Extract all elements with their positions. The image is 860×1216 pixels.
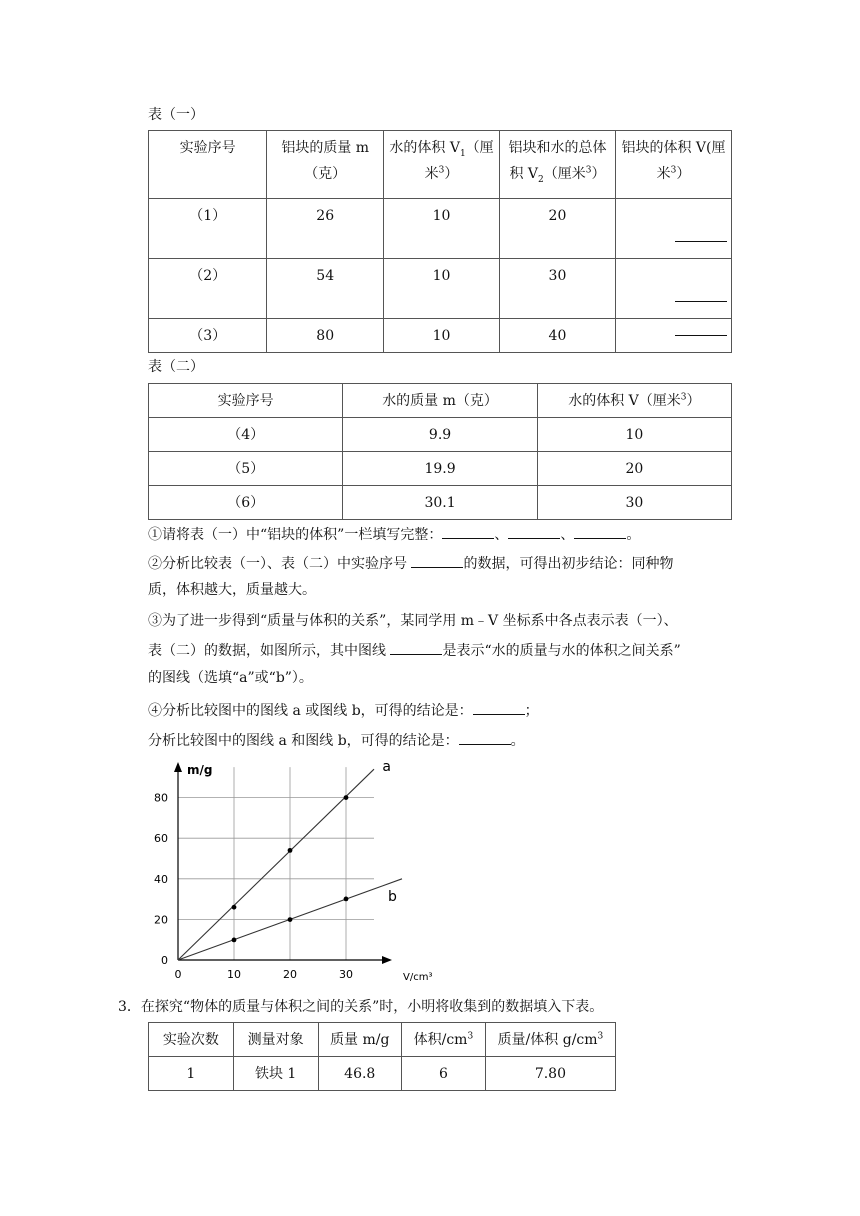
x-axis-label: V/cm³: [403, 972, 433, 983]
cell: 20: [500, 199, 616, 259]
cell: 20: [537, 452, 731, 486]
section3-intro: 3．在探究“物体的质量与体积之间的关系”时，小明将收集到的数据填入下表。: [118, 999, 604, 1015]
answer-blank[interactable]: [675, 241, 727, 242]
cell: 40: [500, 319, 616, 353]
header-cell: 体积$/cm^3$: [401, 1023, 485, 1057]
header-cell: 实验序号: [149, 384, 343, 418]
table-row: [149, 319, 732, 353]
question-1: ①请将表（一）中“铝块的体积”一栏填写完整： 、 、 。: [148, 524, 640, 545]
answer-blank[interactable]: [675, 301, 727, 302]
x-tick-label: 20: [283, 968, 297, 981]
cell: （4）: [149, 418, 343, 452]
y-tick-label: 60: [154, 832, 168, 846]
m-v-chart: [145, 756, 450, 988]
table-header: 水的体积 $V_1$（厘 米$^3$）: [384, 131, 500, 199]
table-row: [149, 199, 732, 259]
table-row: [149, 486, 732, 520]
table2: [148, 383, 732, 520]
table-row: [149, 259, 732, 319]
cell: （2）: [149, 259, 267, 319]
blank-cell[interactable]: [615, 259, 731, 319]
cell: 19.9: [343, 452, 537, 486]
answer-blank[interactable]: [411, 553, 463, 568]
header-cell: 实验序号: [179, 140, 236, 156]
data-point-b: [288, 917, 293, 922]
question-2-line1: ②分析比较表（一）、表（二）中实验序号 的数据，可得出初步结论：同种物: [148, 553, 673, 574]
cell: 46.8: [318, 1057, 401, 1091]
cell: （5）: [149, 452, 343, 486]
cell: （6）: [149, 486, 343, 520]
table-row: [149, 384, 732, 418]
series-label-b: b: [388, 889, 397, 906]
table-header: 铝块的体积 V(厘 米$^3$）: [615, 131, 731, 199]
y-tick-label: 20: [154, 913, 168, 927]
data-point-a: [288, 848, 293, 853]
blank-cell[interactable]: [615, 319, 731, 353]
cell: 10: [384, 199, 500, 259]
data-point-b: [232, 938, 237, 943]
table-header: 铝块和水的总体 积 $V_2$（厘米$^3$）: [500, 131, 616, 199]
table-row: [149, 418, 732, 452]
header-cell: 质量/体积 $g/cm^3$: [485, 1023, 615, 1057]
x-tick-label: 0: [174, 968, 182, 981]
answer-blank[interactable]: [442, 524, 494, 539]
cell: 80: [267, 319, 384, 353]
cell: （1）: [149, 199, 267, 259]
header-cell: 质量 m/g: [318, 1023, 401, 1057]
question-2-line2: 质，体积越大，质量越大。: [148, 582, 316, 598]
y-tick-label: 80: [154, 791, 168, 805]
y-tick-label: 40: [154, 872, 168, 886]
question-4-line2: 分析比较图中的图线 a 和图线 b，可得的结论是： 。: [148, 730, 525, 751]
cell: 26: [267, 199, 384, 259]
cell: 54: [267, 259, 384, 319]
question-3-line2: 表（二）的数据，如图所示，其中图线 是表示“水的质量与水的体积之间关系”: [148, 640, 681, 661]
table-row: [149, 1057, 616, 1091]
series-label-a: a: [382, 759, 391, 776]
header-cell: 水的质量 m（克）: [343, 384, 537, 418]
header-cell: 实验次数: [149, 1023, 234, 1057]
table3: [148, 1022, 616, 1091]
cell: 30: [537, 486, 731, 520]
data-point-b: [344, 896, 349, 901]
question-3-line3: 的图线（选填“a”或“b”）。: [148, 670, 313, 686]
data-point-a: [232, 905, 237, 910]
table1: [148, 130, 732, 353]
x-axis-arrow: [382, 956, 392, 964]
blank-cell[interactable]: [615, 199, 731, 259]
answer-blank[interactable]: [459, 730, 511, 745]
cell: （3）: [149, 319, 267, 353]
table-header: [149, 131, 267, 199]
y-axis-arrow: [174, 762, 182, 772]
answer-blank[interactable]: [473, 700, 525, 715]
question-3-line1: ③为了进一步得到“质量与体积的关系”，某同学用 m﹣V 坐标系中各点表示表（一）、: [148, 613, 678, 629]
cell: 10: [384, 259, 500, 319]
answer-blank[interactable]: [390, 640, 442, 655]
table-row: [149, 1023, 616, 1057]
cell: 7.80: [485, 1057, 615, 1091]
cell: 30.1: [343, 486, 537, 520]
data-point-a: [344, 795, 349, 800]
y-axis-label: m/g: [187, 763, 213, 777]
answer-blank[interactable]: [508, 524, 560, 539]
header-cell: 水的体积 V（厘米$^3$）: [537, 384, 731, 418]
cell: 9.9: [343, 418, 537, 452]
y-tick-label: 0: [161, 954, 168, 967]
x-tick-label: 30: [339, 968, 353, 981]
answer-blank[interactable]: [675, 335, 727, 336]
header-cell: 测量对象: [233, 1023, 318, 1057]
table2-caption: 表（二）: [148, 359, 204, 375]
table-row: [149, 131, 732, 199]
cell: 6: [401, 1057, 485, 1091]
cell: 30: [500, 259, 616, 319]
cell: 1: [149, 1057, 234, 1091]
table-header: 铝块的质量 m （克）: [267, 131, 384, 199]
cell: 10: [384, 319, 500, 353]
answer-blank[interactable]: [574, 524, 626, 539]
cell: 铁块 1: [233, 1057, 318, 1091]
x-tick-label: 10: [227, 968, 241, 981]
table1-caption: 表（一）: [148, 107, 204, 123]
table-row: [149, 452, 732, 486]
cell: 10: [537, 418, 731, 452]
question-4-line1: ④分析比较图中的图线 a 或图线 b，可得的结论是： ；: [148, 700, 539, 721]
